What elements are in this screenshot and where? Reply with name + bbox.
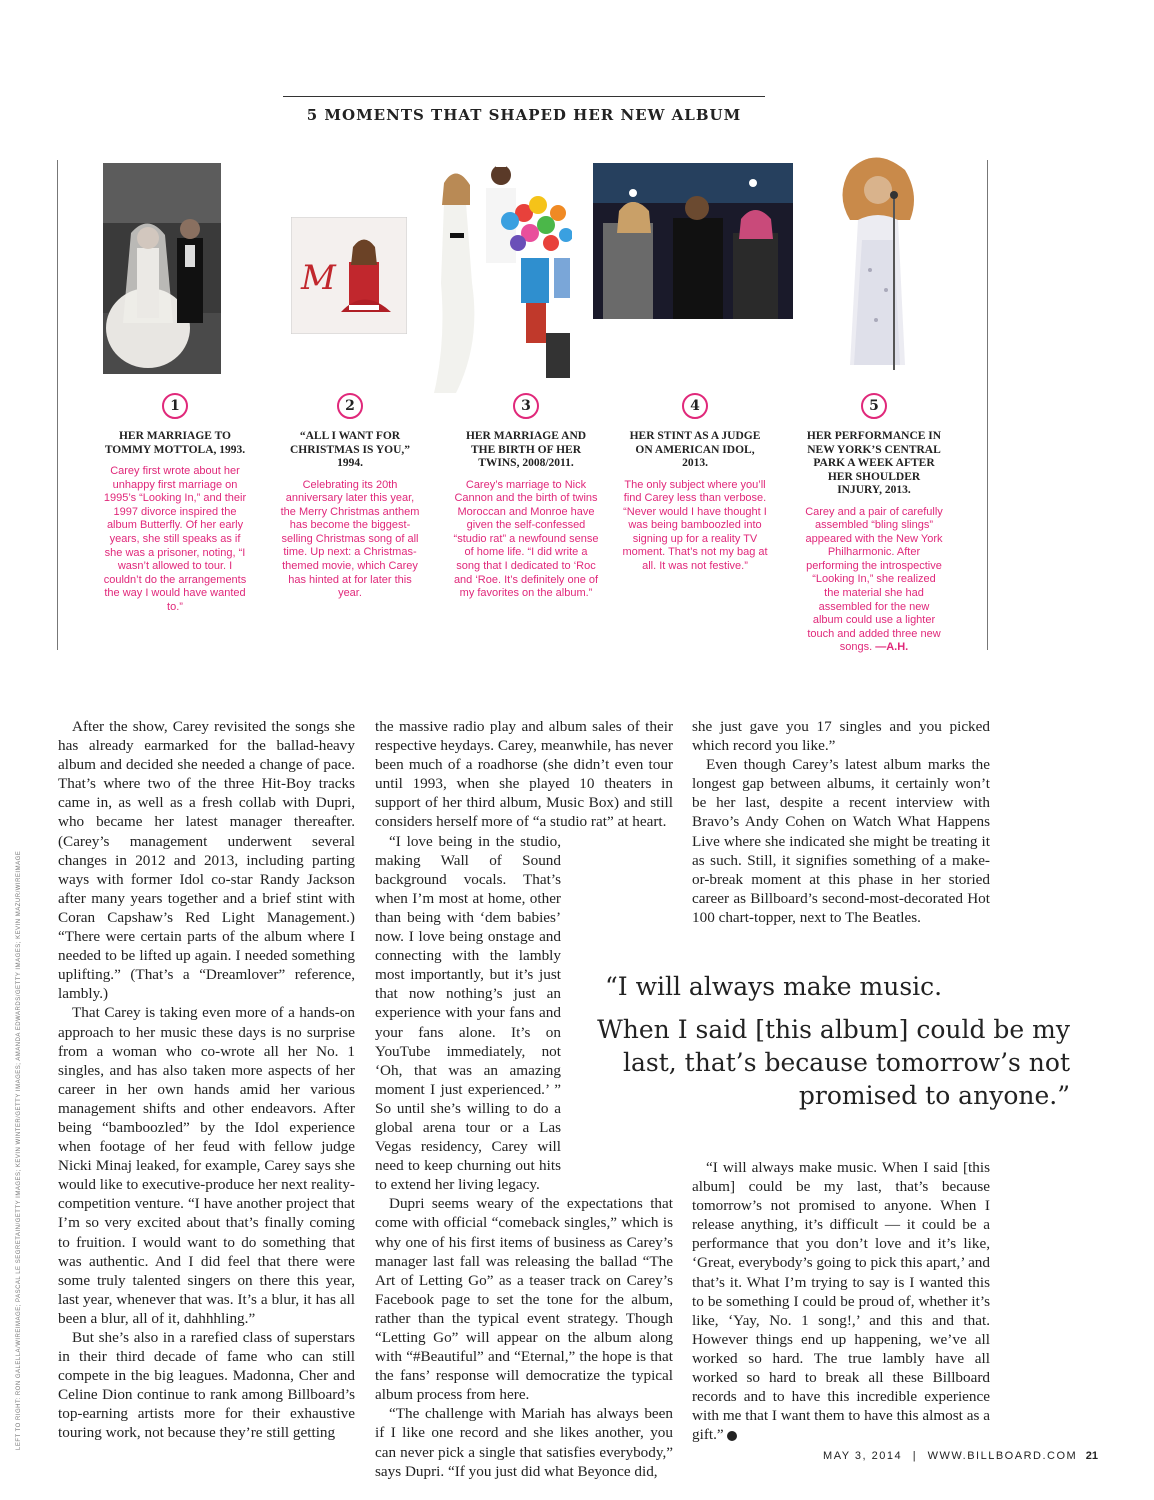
moment-3 xyxy=(453,393,599,601)
photo-central-park xyxy=(820,150,940,370)
article-paragraph xyxy=(692,1158,990,1444)
page-footer xyxy=(823,1450,1098,1462)
moment-body: Celebrating its 20th anniversary later this year, the Merry Christmas anthem has become the biggest-selling Christmas song of all time. Up next: a Christmas-themed movie, which Carey has hinted at for later this year. xyxy=(280,478,420,600)
moment-heading: HER STINT AS A JUDGE ON AMERICAN IDOL, 2013. xyxy=(629,430,761,469)
photo-merry-christmas-cover xyxy=(291,217,407,334)
issue-date: MAY 3, 2014 xyxy=(823,1450,903,1462)
moment-number: 3 xyxy=(513,393,539,419)
moment-number: 1 xyxy=(162,393,188,419)
photo-american-idol xyxy=(593,163,793,319)
moment-number: 4 xyxy=(682,393,708,419)
pull-quote-line-1: “I will always make music. xyxy=(605,972,943,1001)
moment-body: Carey’s marriage to Nick Cannon and the birth of twins Moroccan and Monroe have given the self-confessed “studio rat” a newfound sense of home life. “I did write a song that I dedicated to ‘Roc and ‘Roe. It’s definitely one of my favorites on the album.” xyxy=(453,478,599,600)
photo-family-twins xyxy=(426,143,572,405)
moment-body xyxy=(800,506,948,656)
moment-number: 5 xyxy=(861,393,887,419)
moment-body: Carey first wrote about her unhappy first marriage on 1995’s “Looking In,” and their 1997 divorce inspired the album Butterfly. Of her early years, she still speaks as if she was a prisoner, noting, “I wasn’t allowed to tour. I couldn’t do the arrangements the way I would have wanted to.” xyxy=(103,465,247,613)
article-paragraph: But she’s also in a rarefied class of superstars in their third decade of fame who can still compete in the big leagues. Madonna, Cher and Celine Dion continue to rank among Billboard’s top-earning artists more for their exhaustive touring work, not because they’re still getting xyxy=(58,1329,355,1442)
article-column-3-bottom xyxy=(692,1158,990,1444)
footer-separator: | xyxy=(912,1450,918,1462)
article-paragraph-text: “I will always make music. When I said [this album] could be my last, that’s because tomorrow’s not promised to anyone. When I release anything, it’s difficult — it could be a performance that you don’t love and it’s like, ‘Great, everybody’s going to pick this apart,’ and that’s it. What I’m trying to say is I wanted this to be something I could be proud of, whether it’s like, ‘Yay, No. 1 song!,’ and this and that. However things end up happening, we’ve all worked so hard. The true lambly have all worked so hard to break all these Billboard records and to have this incredible experience with me that I want them to have this almost as a gift.” xyxy=(692,1159,990,1444)
article-paragraph: she just gave you 17 singles and you picked which record you like.” xyxy=(692,718,990,755)
moment-number: 2 xyxy=(337,393,363,419)
moment-body: The only subject where you’ll find Carey less than verbose. “Never would I have thought I was being bamboozled into signing up for a reality TV moment. That’s not my bag at all. It was not festive.” xyxy=(622,478,768,573)
article-paragraph: After the show, Carey revisited the songs she has already earmarked for the ballad-heavy album and decided she needed a change of pace. That’s where two of the three Hit-Boy tracks came in, as well as a fresh collab with Dupri, who became her latest manager thereafter. (Carey’s management underwent several changes in 2012 and 2013, including parting ways with former Idol co-star Randy Jackson after many years together and a brief stint with Coran Capshaw’s Red Light Management.) “There were certain parts of the album where I needed to be lifted up again. I needed something uplifting.” (That’s a “Dreamlover” reference, lambly.) xyxy=(58,718,355,1003)
moment-heading: HER MARRIAGE AND THE BIRTH OF HER TWINS, 2008/2011. xyxy=(465,430,587,469)
pull-quote-line-2: When I said [this album] could be my last, that’s because tomorrow’s not promised to anyone.” xyxy=(597,1015,1070,1110)
moment-1 xyxy=(103,393,247,615)
moment-heading: “ALL I WANT FOR CHRISTMAS IS YOU,” 1994. xyxy=(289,430,411,469)
pull-quote xyxy=(590,970,1090,1112)
sidebar-title: 5 MOMENTS THAT SHAPED HER NEW ALBUM xyxy=(283,96,765,124)
article-column-3-top xyxy=(692,717,990,927)
moment-heading: HER MARRIAGE TO TOMMY MOTTOLA, 1993. xyxy=(104,430,246,456)
article-paragraph: “The challenge with Mariah has always been if I like one record and she likes another, you can never pick a single that satisfies everybody,” says Dupri. “If you just did what Beyonce did, xyxy=(375,1405,673,1480)
moment-heading: HER PERFORMANCE IN NEW YORK’S CENTRAL PARK A WEEK AFTER HER SHOULDER INJURY, 2013. xyxy=(806,430,942,496)
sidebar-rule-left xyxy=(57,160,58,650)
sidebar-rule-right xyxy=(987,160,988,650)
article-paragraph: That Carey is taking even more of a hands-on approach to her music these days is no surprise from a woman who co-wrote all her No. 1 singles, and has also taken more aspects of her career in her own hands amid her various management shifts and other endeavors. After being “bamboozled” by the Idol experience when footage of her feud with fellow judge Nicki Minaj leaked, for example, Carey says she would like to executive-produce her next reality-competition venture. “I have another project that I’m so very excited about that’s finally coming to fruition. I would want to do something that was authentic. And I did feel that there were some truly talented singers on there this year, last year, whenever that was. It’s a blur, it has all been a blur, all of it, dahhhling.” xyxy=(58,1004,355,1327)
page-number: 21 xyxy=(1085,1450,1098,1462)
photo-credit: LEFT TO RIGHT: RON GALELLA/WIREIMAGE; PASCAL LE SEGRETAIN/GETTY IMAGES; KEVIN WINTER/GETTY IMAGES; AMANDA EDWARDS/GETTY IMAGES; KEVIN MAZUR/WIREIMAGE xyxy=(16,850,22,1450)
end-mark-icon xyxy=(727,1431,737,1441)
moment-signature: —A.H. xyxy=(875,641,909,654)
moment-body-text: Carey and a pair of carefully assembled “bling slings” appeared with the New York Philharmonic. After performing the introspective “Looking In,” she realized the material she had assembled for the new album could use a lighter touch and added three new songs. xyxy=(805,505,943,654)
article-paragraph: Dupri seems weary of the expectations that come with official “comeback singles,” which is why one of his first items of business as Carey’s manager last fall was releasing the ballad “The Art of Letting Go” as a teaser track on Carey’s Facebook page to set the tone for the album, rather than the typical event strategy. Though “Letting Go” will appear on the album along with “#Beautiful” and “Eternal,” the hope is that the fans’ response will democratize the typical album process from here. xyxy=(375,1195,673,1404)
moment-4 xyxy=(622,393,768,574)
article-paragraph: the massive radio play and album sales of their respective heydays. Carey, meanwhile, has never been much of a roadhorse (she didn’t even tour until 1993, when she played 10 theaters in support of her third album, Music Box) and still considers herself more of “a studio rat” at heart. xyxy=(375,718,673,831)
photo-wedding xyxy=(103,163,221,374)
website-link[interactable]: WWW.BILLBOARD.COM xyxy=(927,1450,1078,1462)
moment-2 xyxy=(280,393,420,601)
article-column-1 xyxy=(58,717,355,1443)
svg-text:M: M xyxy=(301,258,336,298)
article-paragraph: “I love being in the studio, making Wall of Sound background vocals. That’s when I’m most at home, other than being with ‘dem babies’ now. I love being onstage and connecting with the lambly most importantly, but it’s just that now nothing’s just an experience with your fans and your fans alone. It’s on YouTube immediately, not ‘Oh, that was an amazing moment I just experienced.’ ” So until she’s willing to do a global arena tour or a Las Vegas residency, Carey will need to keep churning out hits to extend her living legacy. xyxy=(375,832,561,1194)
article-paragraph: Even though Carey’s latest album marks the longest gap between albums, it certainly won’t be her last, despite a recent interview with Bravo’s Andy Cohen on Watch What Happens Live where she indicated she might be treating it as such. Still, it signifies something of a make-or-break moment at this phase in her storied career as Billboard’s second-most-decorated Hot 100 chart-topper, next to The Beatles. xyxy=(692,756,990,926)
moment-5 xyxy=(800,393,948,655)
